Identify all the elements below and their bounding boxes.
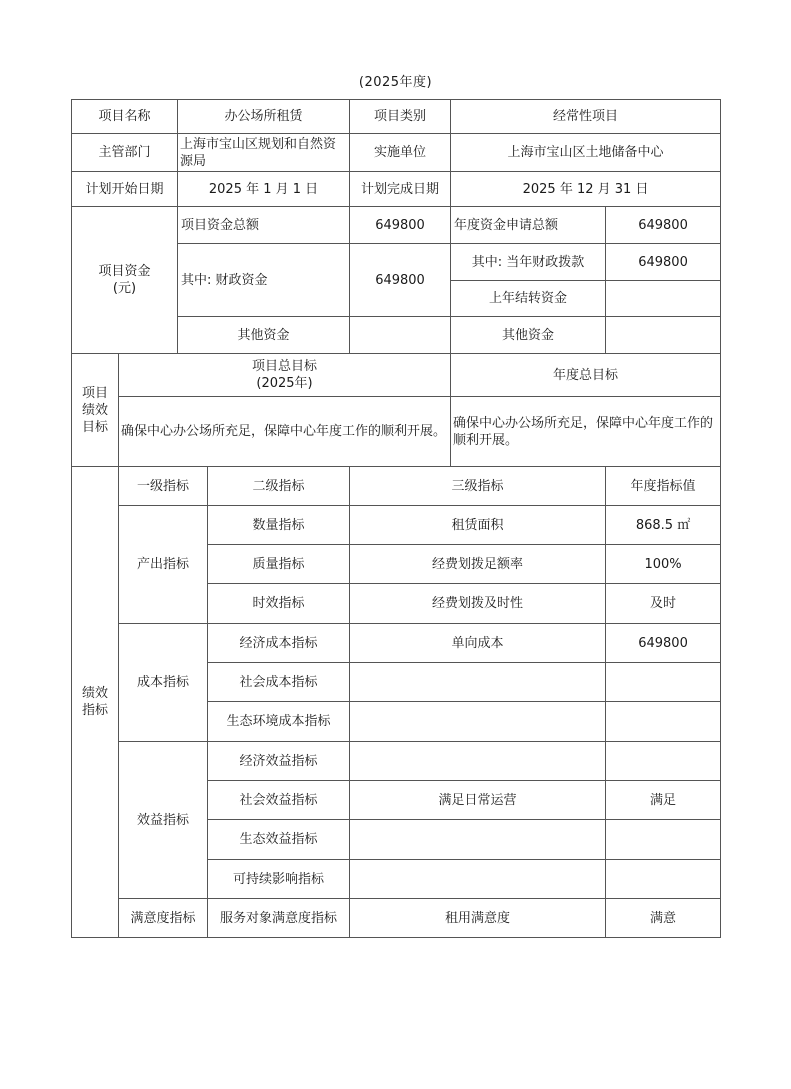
goals-annual-text: 确保中心办公场所充足，保障中心年度工作的顺利开展。 (451, 397, 721, 467)
level3-cell: 满足日常运营 (350, 781, 606, 820)
level2-cell: 经济成本指标 (208, 624, 350, 663)
row-goals-text (72, 397, 721, 467)
level3-cell (350, 820, 606, 860)
funds-other-value (350, 317, 451, 354)
value-cell (606, 820, 721, 860)
funds-annual-label: 年度资金申请总额 (451, 207, 606, 244)
indicators-section-label: 绩效 指标 (72, 467, 119, 938)
header-level3: 三级指标 (350, 467, 606, 506)
year-note: (2025年度) (358, 75, 433, 90)
end-date-label: 计划完成日期 (350, 172, 451, 207)
value-cell: 649800 (606, 624, 721, 663)
table-row (72, 742, 721, 781)
table-row (72, 899, 721, 938)
value-cell (606, 663, 721, 702)
level2-cell: 数量指标 (208, 506, 350, 545)
row-funds-total (72, 207, 721, 244)
performance-target-table (71, 99, 721, 938)
level3-cell (350, 742, 606, 781)
value-cell: 及时 (606, 584, 721, 624)
level3-cell: 经费划拨足额率 (350, 545, 606, 584)
project-category-label: 项目类别 (350, 100, 451, 134)
start-date-value: 2025 年 1 月 1 日 (178, 172, 350, 207)
benefit-indicator-label: 效益指标 (119, 742, 208, 899)
level3-cell: 单向成本 (350, 624, 606, 663)
cost-indicator-label: 成本指标 (119, 624, 208, 742)
level3-cell: 租赁面积 (350, 506, 606, 545)
funds-other-label: 其他资金 (178, 317, 350, 354)
goals-overall-header: 项目总目标 (2025年) (119, 354, 451, 397)
authority-value: 上海市宝山区规划和自然资源局 (178, 134, 350, 172)
funds-fiscal-label: 其中: 财政资金 (178, 244, 350, 317)
funds-total-value: 649800 (350, 207, 451, 244)
start-date-label: 计划开始日期 (72, 172, 178, 207)
funds-fiscal-value: 649800 (350, 244, 451, 317)
funds-other-label-right: 其他资金 (451, 317, 606, 354)
table-row (72, 506, 721, 545)
level3-cell (350, 702, 606, 742)
header-level2: 二级指标 (208, 467, 350, 506)
project-name-value: 办公场所租赁 (178, 100, 350, 134)
goals-overall-text: 确保中心办公场所充足，保障中心年度工作的顺利开展。 (119, 397, 451, 467)
funds-other-value-right (606, 317, 721, 354)
level3-cell (350, 663, 606, 702)
satisfaction-indicator-label: 满意度指标 (119, 899, 208, 938)
funds-annual-value: 649800 (606, 207, 721, 244)
implementer-value: 上海市宝山区土地储备中心 (451, 134, 721, 172)
goals-section-label: 项目 绩效 目标 (72, 354, 119, 467)
value-cell: 满意 (606, 899, 721, 938)
value-cell: 868.5 ㎡ (606, 506, 721, 545)
level2-cell: 服务对象满意度指标 (208, 899, 350, 938)
level2-cell: 经济效益指标 (208, 742, 350, 781)
value-cell: 满足 (606, 781, 721, 820)
goals-annual-header: 年度总目标 (451, 354, 721, 397)
level2-cell: 质量指标 (208, 545, 350, 584)
header-level1: 一级指标 (119, 467, 208, 506)
value-cell: 100% (606, 545, 721, 584)
level3-cell: 租用满意度 (350, 899, 606, 938)
project-category-value: 经常性项目 (451, 100, 721, 134)
funds-carryover-value (606, 281, 721, 317)
funds-carryover-label: 上年结转资金 (451, 281, 606, 317)
row-project-name (72, 100, 721, 134)
level3-cell (350, 860, 606, 899)
funds-current-alloc-label: 其中: 当年财政拨款 (451, 244, 606, 281)
row-indicator-headers (72, 467, 721, 506)
value-cell (606, 702, 721, 742)
value-cell (606, 742, 721, 781)
row-authority (72, 134, 721, 172)
level3-cell: 经费划拨及时性 (350, 584, 606, 624)
row-dates (72, 172, 721, 207)
funds-total-label: 项目资金总额 (178, 207, 350, 244)
authority-label: 主管部门 (72, 134, 178, 172)
level2-cell: 生态效益指标 (208, 820, 350, 860)
project-name-label: 项目名称 (72, 100, 178, 134)
value-cell (606, 860, 721, 899)
level2-cell: 可持续影响指标 (208, 860, 350, 899)
implementer-label: 实施单位 (350, 134, 451, 172)
table-row (72, 624, 721, 663)
header-value: 年度指标值 (606, 467, 721, 506)
level2-cell: 生态环境成本指标 (208, 702, 350, 742)
level2-cell: 社会成本指标 (208, 663, 350, 702)
funds-current-alloc-value: 649800 (606, 244, 721, 281)
output-indicator-label: 产出指标 (119, 506, 208, 624)
funds-section-label: 项目资金 (元) (72, 207, 178, 354)
end-date-value: 2025 年 12 月 31 日 (451, 172, 721, 207)
level2-cell: 时效指标 (208, 584, 350, 624)
level2-cell: 社会效益指标 (208, 781, 350, 820)
row-goals-header (72, 354, 721, 397)
